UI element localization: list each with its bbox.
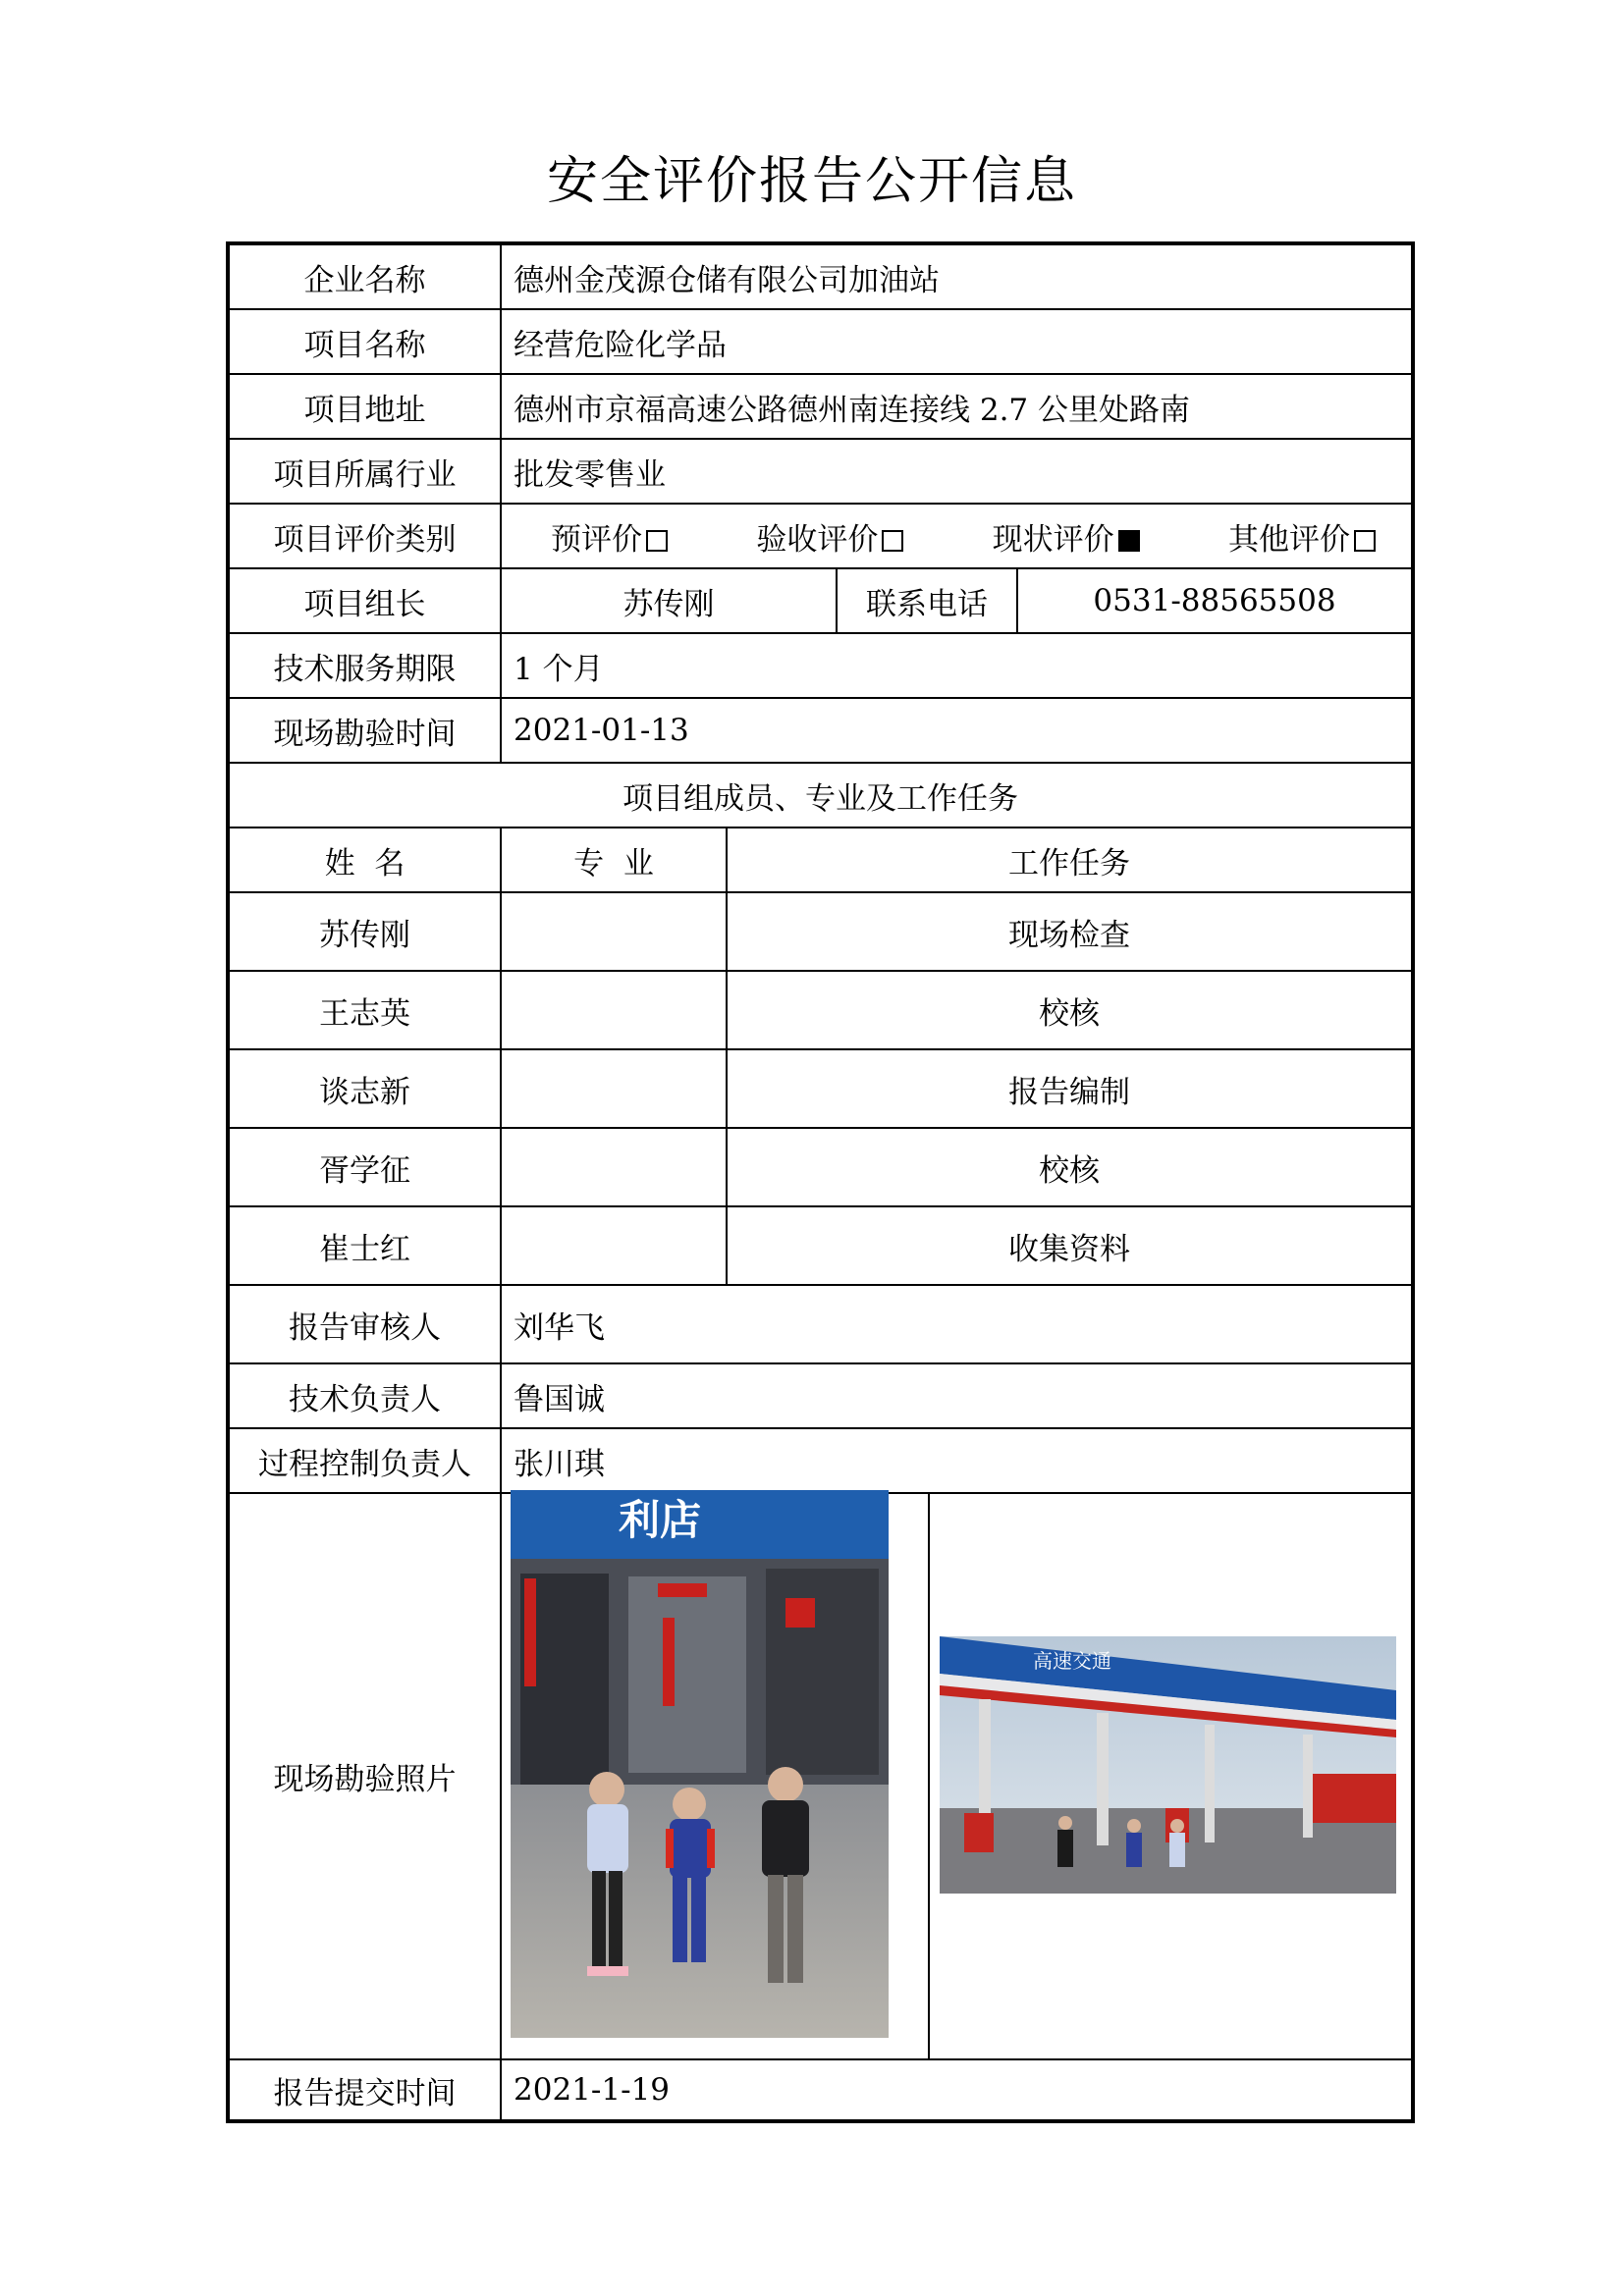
company-label: 企业名称 — [228, 243, 501, 309]
category-pre: 预评价 — [551, 514, 668, 559]
table-row — [228, 1049, 1413, 1128]
submit-time-label: 报告提交时间 — [228, 2059, 501, 2121]
reviewer-value: 刘华飞 — [501, 1285, 1413, 1363]
row-submit-time — [228, 2059, 1413, 2121]
col-major: 专 业 — [501, 828, 727, 892]
site-photo-station — [940, 1636, 1396, 1894]
page-title: 安全评价报告公开信息 — [546, 152, 1077, 211]
checked-checkbox-icon — [1118, 530, 1140, 552]
project-name-label: 项目名称 — [228, 309, 501, 374]
table-row — [228, 892, 1413, 971]
row-category — [228, 504, 1413, 568]
member-task: 报告编制 — [727, 1049, 1413, 1128]
member-name: 王志英 — [228, 971, 501, 1049]
category-label: 项目评价类别 — [228, 504, 501, 568]
table-row — [228, 971, 1413, 1049]
reviewer-label: 报告审核人 — [228, 1285, 501, 1363]
process-lead-label: 过程控制负责人 — [228, 1428, 501, 1493]
table-row — [228, 1206, 1413, 1285]
member-name: 苏传刚 — [228, 892, 501, 971]
project-name-value: 经营危险化学品 — [501, 309, 1413, 374]
site-photo-staff — [511, 1490, 889, 2038]
checkbox-icon — [882, 530, 903, 552]
address-label: 项目地址 — [228, 374, 501, 439]
row-tech-lead — [228, 1363, 1413, 1428]
submit-time-value: 2021-1-19 — [501, 2059, 1413, 2121]
checkbox-icon — [1354, 530, 1376, 552]
row-address — [228, 374, 1413, 439]
category-status: 现状评价 — [993, 514, 1140, 559]
row-reviewer — [228, 1285, 1413, 1363]
members-header: 项目组成员、专业及工作任务 — [228, 763, 1413, 828]
leader-label: 项目组长 — [228, 568, 501, 633]
member-name: 谈志新 — [228, 1049, 501, 1128]
member-task: 收集资料 — [727, 1206, 1413, 1285]
leader-value: 苏传刚 — [501, 568, 837, 633]
member-task: 校核 — [727, 1128, 1413, 1206]
member-major — [501, 971, 727, 1049]
category-options — [501, 504, 1413, 568]
col-name: 姓 名 — [228, 828, 501, 892]
category-acceptance: 验收评价 — [756, 514, 903, 559]
row-company — [228, 243, 1413, 309]
row-leader — [228, 568, 1413, 633]
member-task: 现场检查 — [727, 892, 1413, 971]
member-major — [501, 892, 727, 971]
service-period-label: 技术服务期限 — [228, 633, 501, 698]
process-lead-value: 张川琪 — [501, 1428, 1413, 1493]
row-process-lead — [228, 1428, 1413, 1493]
member-name: 胥学征 — [228, 1128, 501, 1206]
tech-lead-value: 鲁国诚 — [501, 1363, 1413, 1428]
category-other: 其他评价 — [1228, 514, 1376, 559]
member-major — [501, 1128, 727, 1206]
member-task: 校核 — [727, 971, 1413, 1049]
store-sign-text: 利店 — [619, 1496, 702, 1544]
service-period-value: 1 个月 — [501, 633, 1413, 698]
canopy-sign-text: 高速交通 — [1033, 1649, 1111, 1673]
row-industry — [228, 439, 1413, 504]
address-value: 德州市京福高速公路德州南连接线 2.7 公里处路南 — [501, 374, 1413, 439]
phone-value: 0531-88565508 — [1017, 568, 1413, 633]
checkbox-icon — [646, 530, 668, 552]
row-members-columns — [228, 828, 1413, 892]
company-value: 德州金茂源仓储有限公司加油站 — [501, 243, 1413, 309]
phone-label: 联系电话 — [837, 568, 1017, 633]
row-project-name — [228, 309, 1413, 374]
tech-lead-label: 技术负责人 — [228, 1363, 501, 1428]
row-members-header — [228, 763, 1413, 828]
photos-label: 现场勘验照片 — [228, 1493, 501, 2059]
industry-label: 项目所属行业 — [228, 439, 501, 504]
col-task: 工作任务 — [727, 828, 1413, 892]
member-major — [501, 1206, 727, 1285]
member-name: 崔士红 — [228, 1206, 501, 1285]
member-major — [501, 1049, 727, 1128]
survey-time-label: 现场勘验时间 — [228, 698, 501, 763]
table-row — [228, 1128, 1413, 1206]
survey-time-value: 2021-01-13 — [501, 698, 1413, 763]
industry-value: 批发零售业 — [501, 439, 1413, 504]
row-survey-time — [228, 698, 1413, 763]
row-service-period — [228, 633, 1413, 698]
